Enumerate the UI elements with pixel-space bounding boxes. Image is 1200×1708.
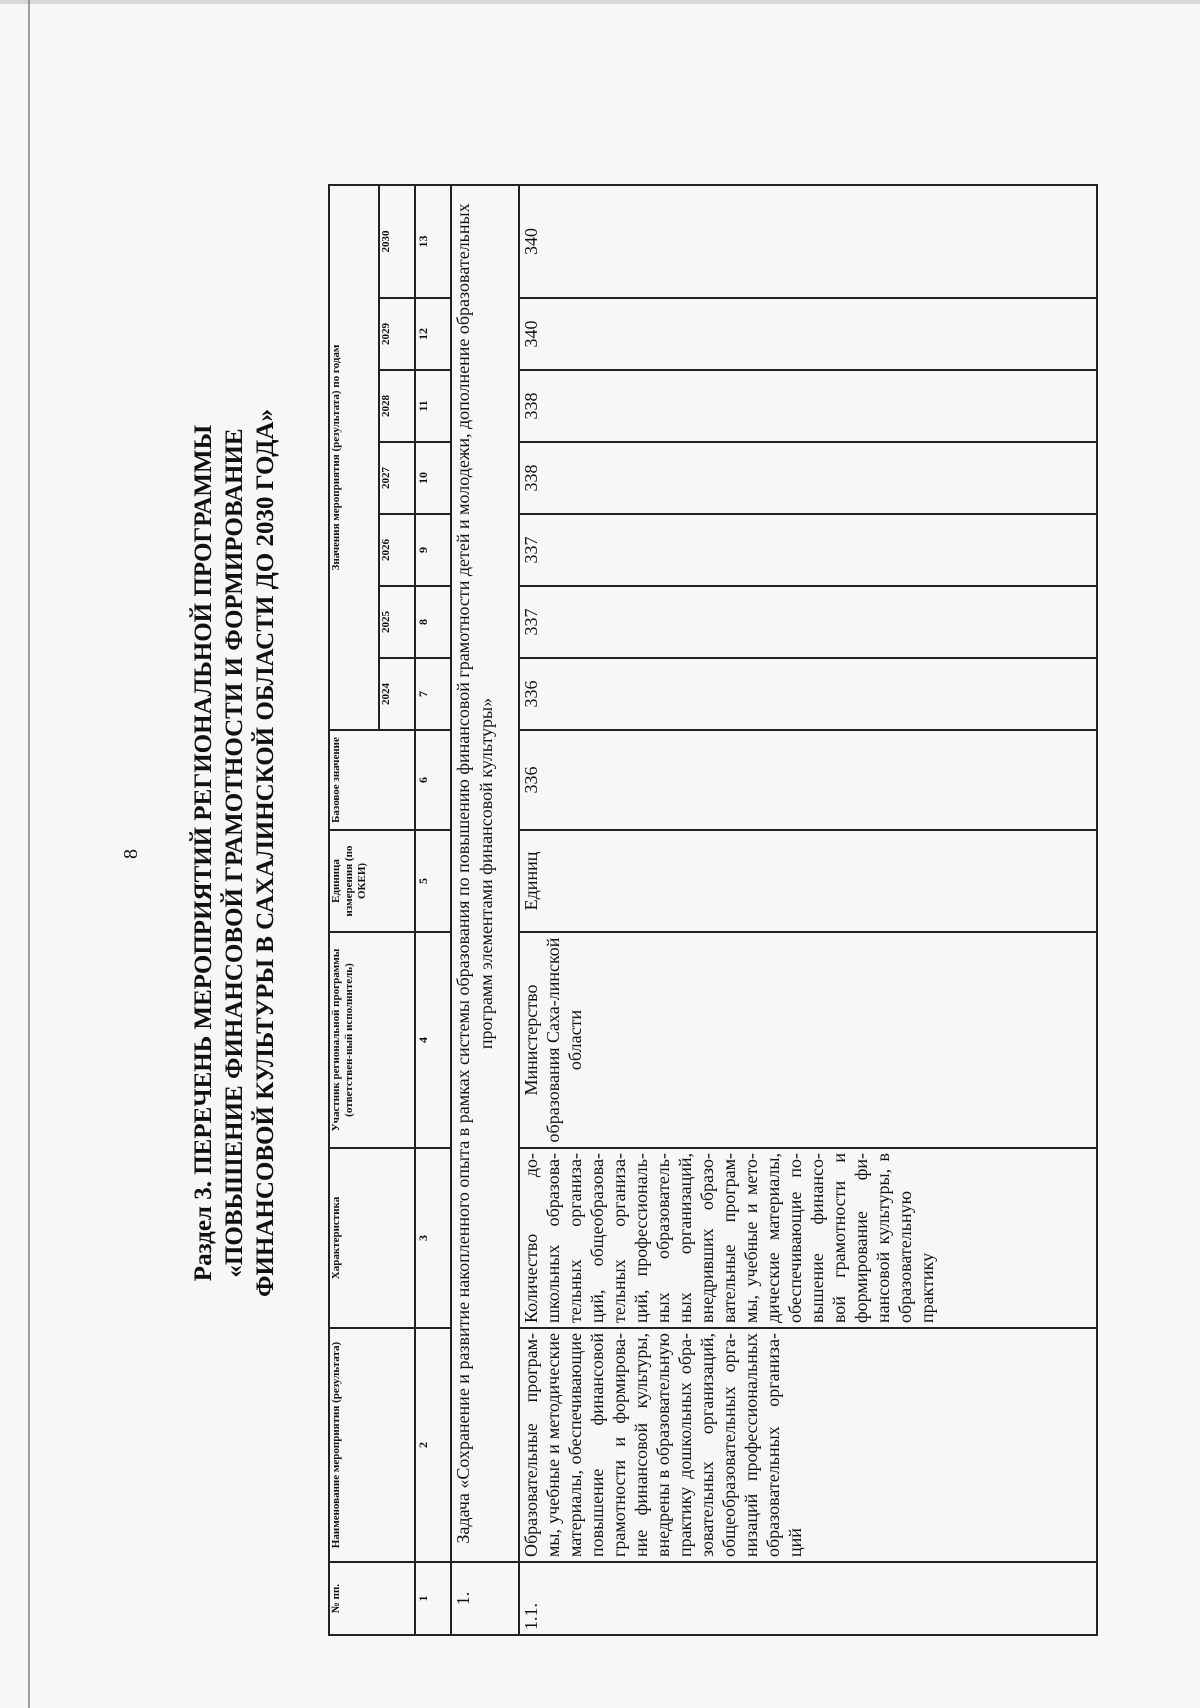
column-number: 6 <box>415 730 451 830</box>
row-value: 337 <box>519 514 1097 586</box>
header-characteristic: Характеристика <box>329 1148 415 1328</box>
page-number: 8 <box>120 849 142 859</box>
row-value: 337 <box>519 586 1097 658</box>
task-text: Задача «Сохранение и развитие накопленного опыта в рамках системы образования по повышению финансовой грамотности детей и молодежи, дополнение образовательных программ элементами финансовой культуры» <box>451 185 519 1562</box>
column-number: 12 <box>415 298 451 370</box>
column-number: 13 <box>415 185 451 298</box>
header-values-group: Значения мероприятия (результата) по годам <box>329 185 379 730</box>
column-number: 2 <box>415 1328 451 1562</box>
header-year: 2030 <box>379 185 415 298</box>
row-value: 340 <box>519 185 1097 298</box>
header-year: 2024 <box>379 658 415 730</box>
column-number: 4 <box>415 932 451 1148</box>
row-base: 336 <box>519 730 1097 830</box>
row-unit: Единиц <box>519 830 1097 932</box>
column-number: 7 <box>415 658 451 730</box>
column-number: 11 <box>415 370 451 442</box>
header-year: 2026 <box>379 514 415 586</box>
header-name: Наименование мероприятия (результата) <box>329 1328 415 1562</box>
header-year: 2029 <box>379 298 415 370</box>
header-unit: Единица измерения (по ОКЕИ) <box>329 830 415 932</box>
row-num: 1.1. <box>519 1562 1097 1635</box>
title-line-2: «ПОВЫШЕНИЕ ФИНАНСОВОЙ ГРАМОТНОСТИ И ФОРМИРОВАНИЕ <box>221 428 248 1278</box>
row-characteristic: Количество до-школьных образова-тельных организа-ций, общеобразова-тельных организа-ций, профессиональ-ных образователь-ных организаций, внедривших образо-вательные програм-мы, учебные и мето-дические материалы, обеспечивающие по-вышение финансо-вой грамотности и формирование фи-нансовой культуры, в образовательную практику <box>519 1148 1097 1328</box>
column-number: 8 <box>415 586 451 658</box>
task-num: 1. <box>451 1562 519 1635</box>
header-year: 2027 <box>379 442 415 514</box>
row-name: Образовательные програм-мы, учебные и методические материалы, обеспечивающие повышение финансовой грамотности и формирова-ние финансовой культуры, внедрены в образовательную практику дошкольных обра-зовательных организаций, общеобразовательных орга-низаций профессиональных образовательных организа-ций <box>519 1328 1097 1562</box>
header-year: 2028 <box>379 370 415 442</box>
row-value: 338 <box>519 442 1097 514</box>
measures-table <box>328 184 1098 1636</box>
title-line-3: ФИНАНСОВОЙ КУЛЬТУРЫ В САХАЛИНСКОЙ ОБЛАСТИ ДО 2030 ГОДА» <box>252 409 279 1297</box>
header-year: 2025 <box>379 586 415 658</box>
column-number: 9 <box>415 514 451 586</box>
title-line-1: Раздел 3. ПЕРЕЧЕНЬ МЕРОПРИЯТИЙ РЕГИОНАЛЬНОЙ ПРОГРАММЫ <box>190 424 217 1282</box>
column-number: 1 <box>415 1562 451 1635</box>
column-numbers-row <box>415 185 451 1635</box>
table-row <box>519 185 1097 1635</box>
row-value: 338 <box>519 370 1097 442</box>
column-number: 5 <box>415 830 451 932</box>
header-row <box>329 185 379 1635</box>
header-num: № пп. <box>329 1562 415 1635</box>
header-base: Базовое значение <box>329 730 415 830</box>
row-value: 340 <box>519 298 1097 370</box>
task-row <box>451 185 519 1635</box>
row-participant: Министерство образования Саха-линской области <box>519 932 1097 1148</box>
header-participant: Участник региональной программы (ответствен-ный исполнитель) <box>329 932 415 1148</box>
row-value: 336 <box>519 658 1097 730</box>
column-number: 3 <box>415 1148 451 1328</box>
section-title <box>188 338 281 1368</box>
column-number: 10 <box>415 442 451 514</box>
